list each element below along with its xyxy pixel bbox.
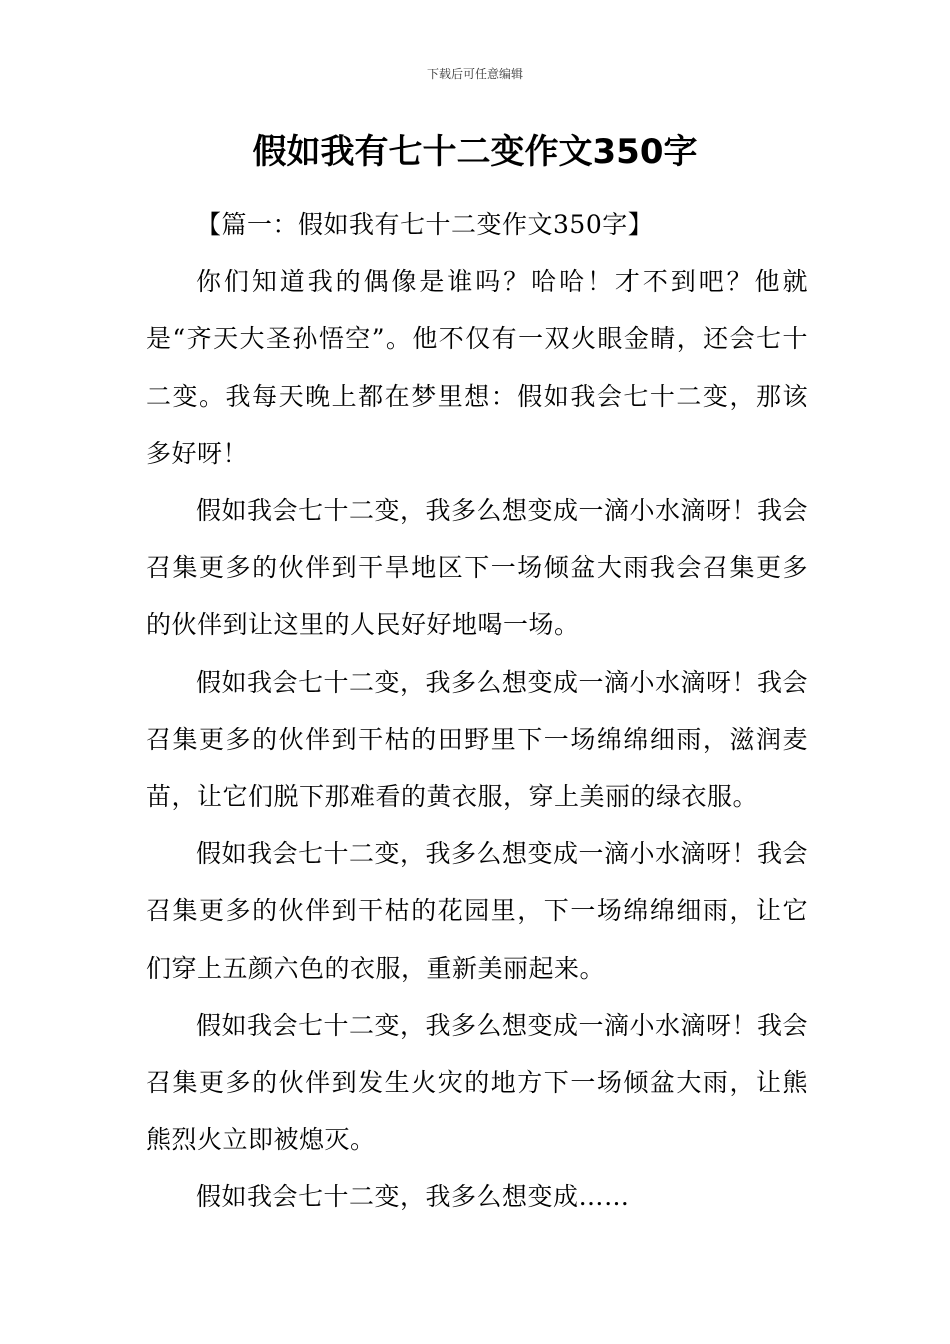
paragraph: 假如我会七十二变，我多么想变成一滴小水滴呀！我会召集更多的伙伴到干枯的花园里，下一场绵绵细雨，让它们穿上五颜六色的衣服，重新美丽起来。 <box>146 839 809 983</box>
section-heading: 【篇一：假如我有七十二变作文350字】 <box>196 210 654 239</box>
paragraph: 假如我会七十二变，我多么想变成一滴小水滴呀！我会召集更多的伙伴到发生火灾的地方下一场倾盆大雨，让熊熊烈火立即被熄灭。 <box>146 1010 809 1155</box>
document-body <box>146 196 808 1226</box>
paragraph: 假如我会七十二变，我多么想变成…… <box>196 1182 630 1212</box>
paragraph: 你们知道我的偶像是谁吗？哈哈！才不到吧？他就是“齐天大圣孙悟空”。他不仅有一双火眼金睛，还会七十二变。我每天晚上都在梦里想：假如我会七十二变，那该多好呀！ <box>146 267 808 468</box>
header-note: 下载后可任意编辑 <box>426 67 523 81</box>
document-title: 假如我有七十二变作文350字 <box>252 132 698 172</box>
paragraph: 假如我会七十二变，我多么想变成一滴小水滴呀！我会召集更多的伙伴到干枯的田野里下一场绵绵细雨，滋润麦苗，让它们脱下那难看的黄衣服，穿上美丽的绿衣服。 <box>146 667 809 812</box>
paragraph: 假如我会七十二变，我多么想变成一滴小水滴呀！我会召集更多的伙伴到干旱地区下一场倾盆大雨我会召集更多的伙伴到让这里的人民好好地喝一场。 <box>146 496 809 640</box>
